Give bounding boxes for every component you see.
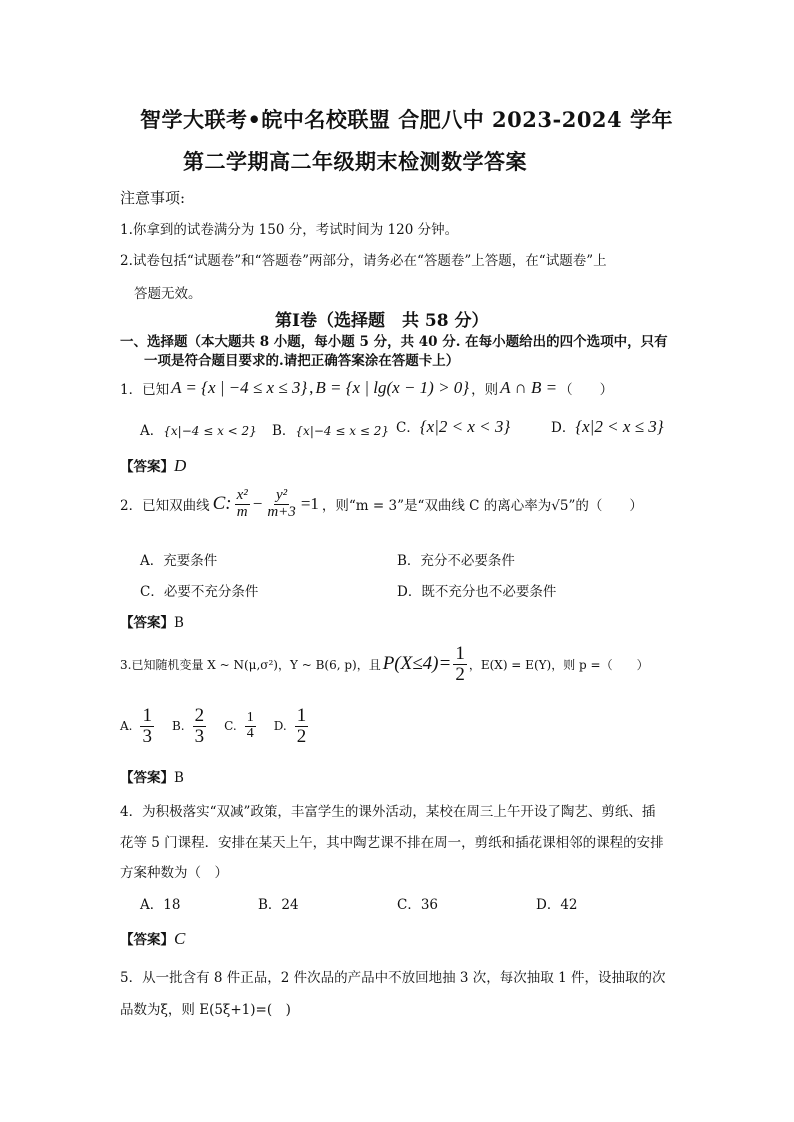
q4-option-d: D．42 <box>536 897 578 913</box>
part-instructions: 一、选择题（本大题共 8 小题，每小题 5 分，共 40 分. 在每小题给出的四个选项中，只有 <box>120 334 668 350</box>
question-4-line3: 方案种数为（ ） <box>120 865 228 881</box>
note-item-2: 2.试卷包括“试题卷”和“答题卷”两部分，请务必在“答题卷”上答题，在“试题卷”上 <box>120 253 607 269</box>
question-3 <box>120 644 649 685</box>
section-title: 第Ⅰ卷（选择题 共 58 分） <box>275 311 489 331</box>
q1-option-a: A．{x|−4 ≤ x < 2} <box>140 423 257 439</box>
q1-expr: A ∩ B = <box>500 378 558 397</box>
note-item-1: 1.你拿到的试卷满分为 150 分，考试时间为 120 分钟。 <box>120 222 459 238</box>
q2-rest: ，则“m = 3”是“双曲线 C 的离心率为√5”的（ ） <box>321 498 643 515</box>
q3-answer: 【答案】B <box>120 770 184 786</box>
q1-option-c: C．{x|2 < x < 3} <box>396 417 511 436</box>
question-2 <box>120 488 643 521</box>
q2-curve: C: <box>212 493 232 515</box>
q1-comma: , <box>309 378 314 397</box>
q3-prob: P(X≤4)= <box>382 653 452 675</box>
question-4-line2: 花等 5 门课程．安排在某天上午，其中陶艺课不排在周一，剪纸和插花课相邻的课程的安排 <box>120 835 664 851</box>
q2-minus: − <box>252 494 263 514</box>
q3-rest: ，E(X) = E(Y)，则 p =（ ） <box>468 657 649 672</box>
question-5-line1: 5．从一批含有 8 件正品，2 件次品的产品中不放回地抽 3 次，每次抽取 1 件，设抽取的次 <box>120 970 666 986</box>
q3-frac-half: $\frac{1}{2}$ <box>455 643 465 685</box>
q1-answer: 【答案】D <box>120 456 187 475</box>
question-1 <box>120 378 613 398</box>
q2-prefix: 2．已知双曲线 <box>120 498 210 515</box>
q2-frac-y: $\frac{\text{y²}}{m+3}$ <box>267 487 296 520</box>
q2-answer: 【答案】B <box>120 615 184 631</box>
q3-option-d-letter: D. <box>273 719 287 734</box>
q3-option-b: $\frac{2}{3}$ <box>194 705 205 747</box>
q3-options <box>120 706 308 747</box>
q3-option-a: $\frac{1}{3}$ <box>142 705 152 747</box>
q4-answer: 【答案】C <box>120 929 186 948</box>
q1-option-b: B．{x|−4 ≤ x ≤ 2} <box>272 423 389 439</box>
q2-option-a: A．充要条件 <box>140 553 218 569</box>
question-4-line1: 4．为积极落实“双减”政策，丰富学生的课外活动，某校在周三上午开设了陶艺、剪纸、插 <box>120 804 656 820</box>
q4-option-a: A．18 <box>140 897 181 913</box>
part-instructions-cont: 一项是符合题目要求的.请把正确答案涂在答题卡上） <box>144 353 460 369</box>
page-title: 智学大联考•皖中名校联盟 合肥八中 2023-2024 学年 <box>140 107 673 132</box>
q4-option-b: B．24 <box>258 897 299 913</box>
q3-option-b-letter: B. <box>171 719 185 734</box>
q4-option-c: C．36 <box>397 897 439 913</box>
q1-ask: ，则 <box>471 382 499 398</box>
q3-option-d: $\frac{1}{2}$ <box>296 705 307 747</box>
q1-prefix: 1．已知 <box>120 382 170 398</box>
q2-equals: =1 <box>300 494 319 514</box>
q2-option-d: D．既不充分也不必要条件 <box>397 584 557 600</box>
q2-option-b: B．充分不必要条件 <box>397 553 515 569</box>
q1-option-d: D．{x|2 < x ≤ 3} <box>551 417 664 436</box>
q1-set-b: B = {x | lg(x − 1) > 0} <box>315 378 470 397</box>
note-item-2-cont: 答题无效。 <box>134 286 202 302</box>
q1-paren: （ ） <box>559 382 614 398</box>
notes-heading: 注意事项: <box>120 189 186 207</box>
q3-option-a-letter: A. <box>120 719 133 734</box>
q1-set-a: A = {x | −4 ≤ x ≤ 3} <box>171 378 308 397</box>
q2-frac-x: $\frac{\text{x²}}{m}$ <box>236 487 248 520</box>
q3-option-c-letter: C. <box>224 719 237 734</box>
q3-prefix: 3.已知随机变量 X ~ N(μ,σ²)，Y ~ B(6, p)，且 <box>120 657 381 672</box>
page-subtitle: 第二学期高二年级期末检测数学答案 <box>183 149 527 174</box>
question-5-line2: 品数为ξ，则 E(5ξ+1)=( ) <box>120 1002 291 1018</box>
q2-option-c: C．必要不充分条件 <box>140 584 259 600</box>
q3-option-c: $\frac{1}{4}$ <box>246 710 254 741</box>
